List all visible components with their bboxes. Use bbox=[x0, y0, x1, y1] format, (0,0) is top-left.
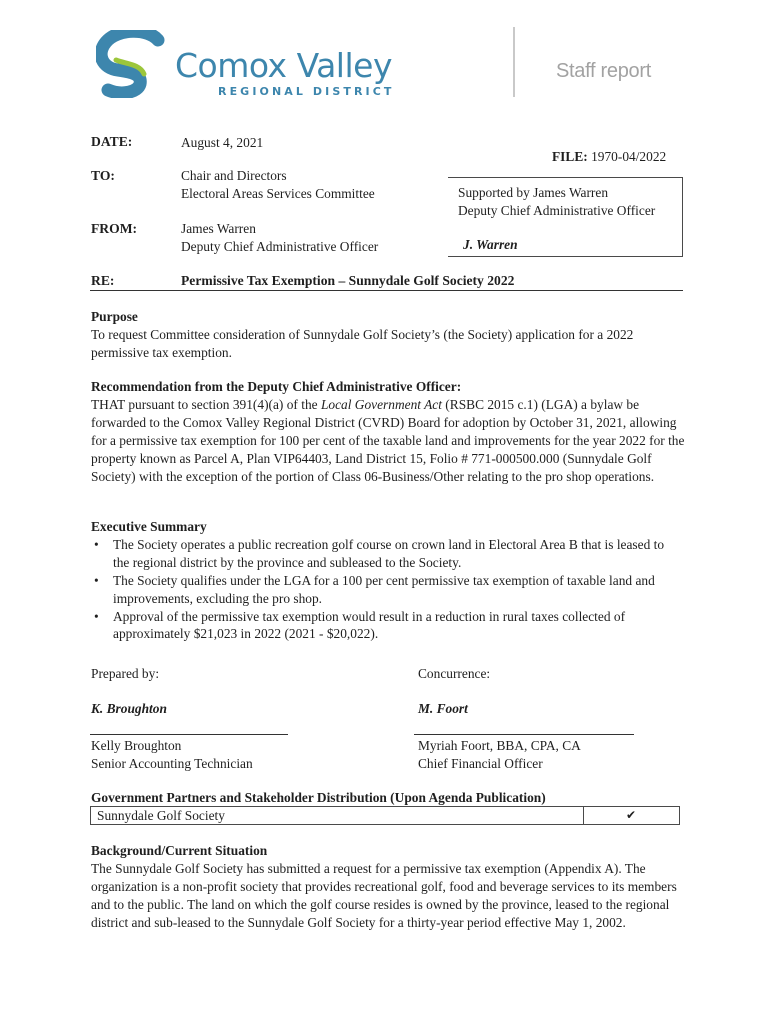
from-sender bbox=[181, 220, 378, 255]
support-line: Deputy Chief Administrative Officer bbox=[458, 203, 656, 218]
from-label: FROM: bbox=[91, 221, 138, 236]
prepared-signature-line bbox=[90, 734, 288, 735]
file-value: 1970-04/2022 bbox=[591, 149, 667, 164]
to-recipients bbox=[181, 167, 375, 202]
file-number bbox=[552, 149, 666, 165]
concurrence-signature-line bbox=[414, 734, 634, 735]
date-label: DATE: bbox=[91, 134, 133, 149]
executive-summary-heading: Executive Summary bbox=[91, 519, 207, 534]
concurrence-title: Chief Financial Officer bbox=[418, 755, 543, 771]
concurrence-name: Myriah Foort, BBA, CPA, CA bbox=[418, 738, 581, 753]
concurrence-label: Concurrence: bbox=[418, 666, 491, 681]
prepared-signature: K. Broughton bbox=[91, 701, 167, 716]
report-type: Staff report bbox=[556, 60, 651, 82]
distribution-recipient: Sunnydale Golf Society bbox=[97, 808, 225, 823]
purpose-heading: Purpose bbox=[91, 309, 138, 324]
from-line: James Warren bbox=[181, 221, 256, 236]
distribution-check-cell bbox=[583, 807, 679, 824]
from-line: Deputy Chief Administrative Officer bbox=[181, 238, 379, 254]
background-body: The Sunnydale Golf Society has submitted a request for a permissive tax exemption (Appendix A). The organization is a non-profit society that provides recreational golf, food and beverage services to its members and to the public. The land on which the golf course resides is owned by the province, leased to the regional district and sub-leased to the Sunnydale Golf Society for a thirty-year period effective May 1, 2002. bbox=[91, 860, 677, 930]
date-value: August 4, 2021 bbox=[181, 135, 264, 150]
recommendation-section bbox=[91, 378, 691, 485]
purpose-body: To request Committee consideration of Sunnydale Golf Society’s (the Society) application for a 2022 permissive tax exemption. bbox=[91, 326, 634, 360]
checkmark-icon: ✔ bbox=[626, 808, 637, 822]
summary-bullet: • Approval of the permissive tax exemption would result in a reduction in rural taxes collected of approximately $21,023 in 2022 (2021 - $20,022). bbox=[91, 608, 683, 644]
distribution-heading: Government Partners and Stakeholder Distribution (Upon Agenda Publication) bbox=[91, 790, 546, 805]
to-label: TO: bbox=[91, 168, 115, 183]
recommendation-heading: Recommendation from the Deputy Chief Administrative Officer: bbox=[91, 379, 462, 394]
background-heading: Background/Current Situation bbox=[91, 843, 268, 858]
summary-bullet: • The Society qualifies under the LGA for a 100 per cent permissive tax exemption of taxable land and improvements, excluding the pro shop. bbox=[91, 572, 683, 608]
file-label: FILE: bbox=[552, 149, 588, 164]
re-label: RE: bbox=[91, 273, 115, 288]
support-box bbox=[448, 177, 683, 257]
org-subtitle: REGIONAL DISTRICT bbox=[218, 85, 395, 98]
re-divider bbox=[90, 290, 683, 291]
recommendation-body: THAT pursuant to section 391(4)(a) of the Local Government Act (RSBC 2015 c.1) (LGA) a bylaw be forwarded to the Comox Valley Regional District (CVRD) Board for adoption by October 31, 2021, allowing for a permissive tax exemption for 100 per cent of the taxable land and improvements for the year 2022 for the property known as Parcel A, Plan VIP64403, Land District 15, Folio # 771-000500.000 (Sunnydale Golf Society) with the exception of the portion of Class 06-Business/Other relating to the pro shop operations. bbox=[91, 396, 685, 484]
prepared-title: Senior Accounting Technician bbox=[91, 755, 253, 771]
background-section bbox=[91, 842, 683, 932]
summary-bullet: • The Society operates a public recreation golf course on crown land in Electoral Area B that is leased to the regional district by the province and subleased to the Society. bbox=[91, 536, 683, 572]
prepared-label: Prepared by: bbox=[91, 666, 160, 681]
summary-list bbox=[91, 536, 683, 643]
to-line: Electoral Areas Services Committee bbox=[181, 185, 375, 201]
executive-summary-section bbox=[91, 518, 683, 643]
header-divider bbox=[513, 27, 515, 97]
org-name: Comox Valley bbox=[175, 46, 392, 85]
act-title: Local Government Act bbox=[320, 396, 442, 412]
concurrence-by bbox=[418, 737, 581, 772]
prepared-name: Kelly Broughton bbox=[91, 738, 182, 753]
distribution-table bbox=[90, 806, 680, 825]
prepared-by bbox=[91, 737, 253, 772]
re-subject: Permissive Tax Exemption – Sunnydale Golf Society 2022 bbox=[181, 273, 515, 288]
to-line: Chair and Directors bbox=[181, 168, 287, 183]
concurrence-signature: M. Foort bbox=[418, 701, 468, 716]
support-signature: J. Warren bbox=[463, 237, 518, 252]
purpose-section bbox=[91, 308, 691, 362]
cvrd-logo-mark-icon bbox=[96, 30, 170, 98]
support-line: Supported by James Warren bbox=[458, 185, 609, 200]
